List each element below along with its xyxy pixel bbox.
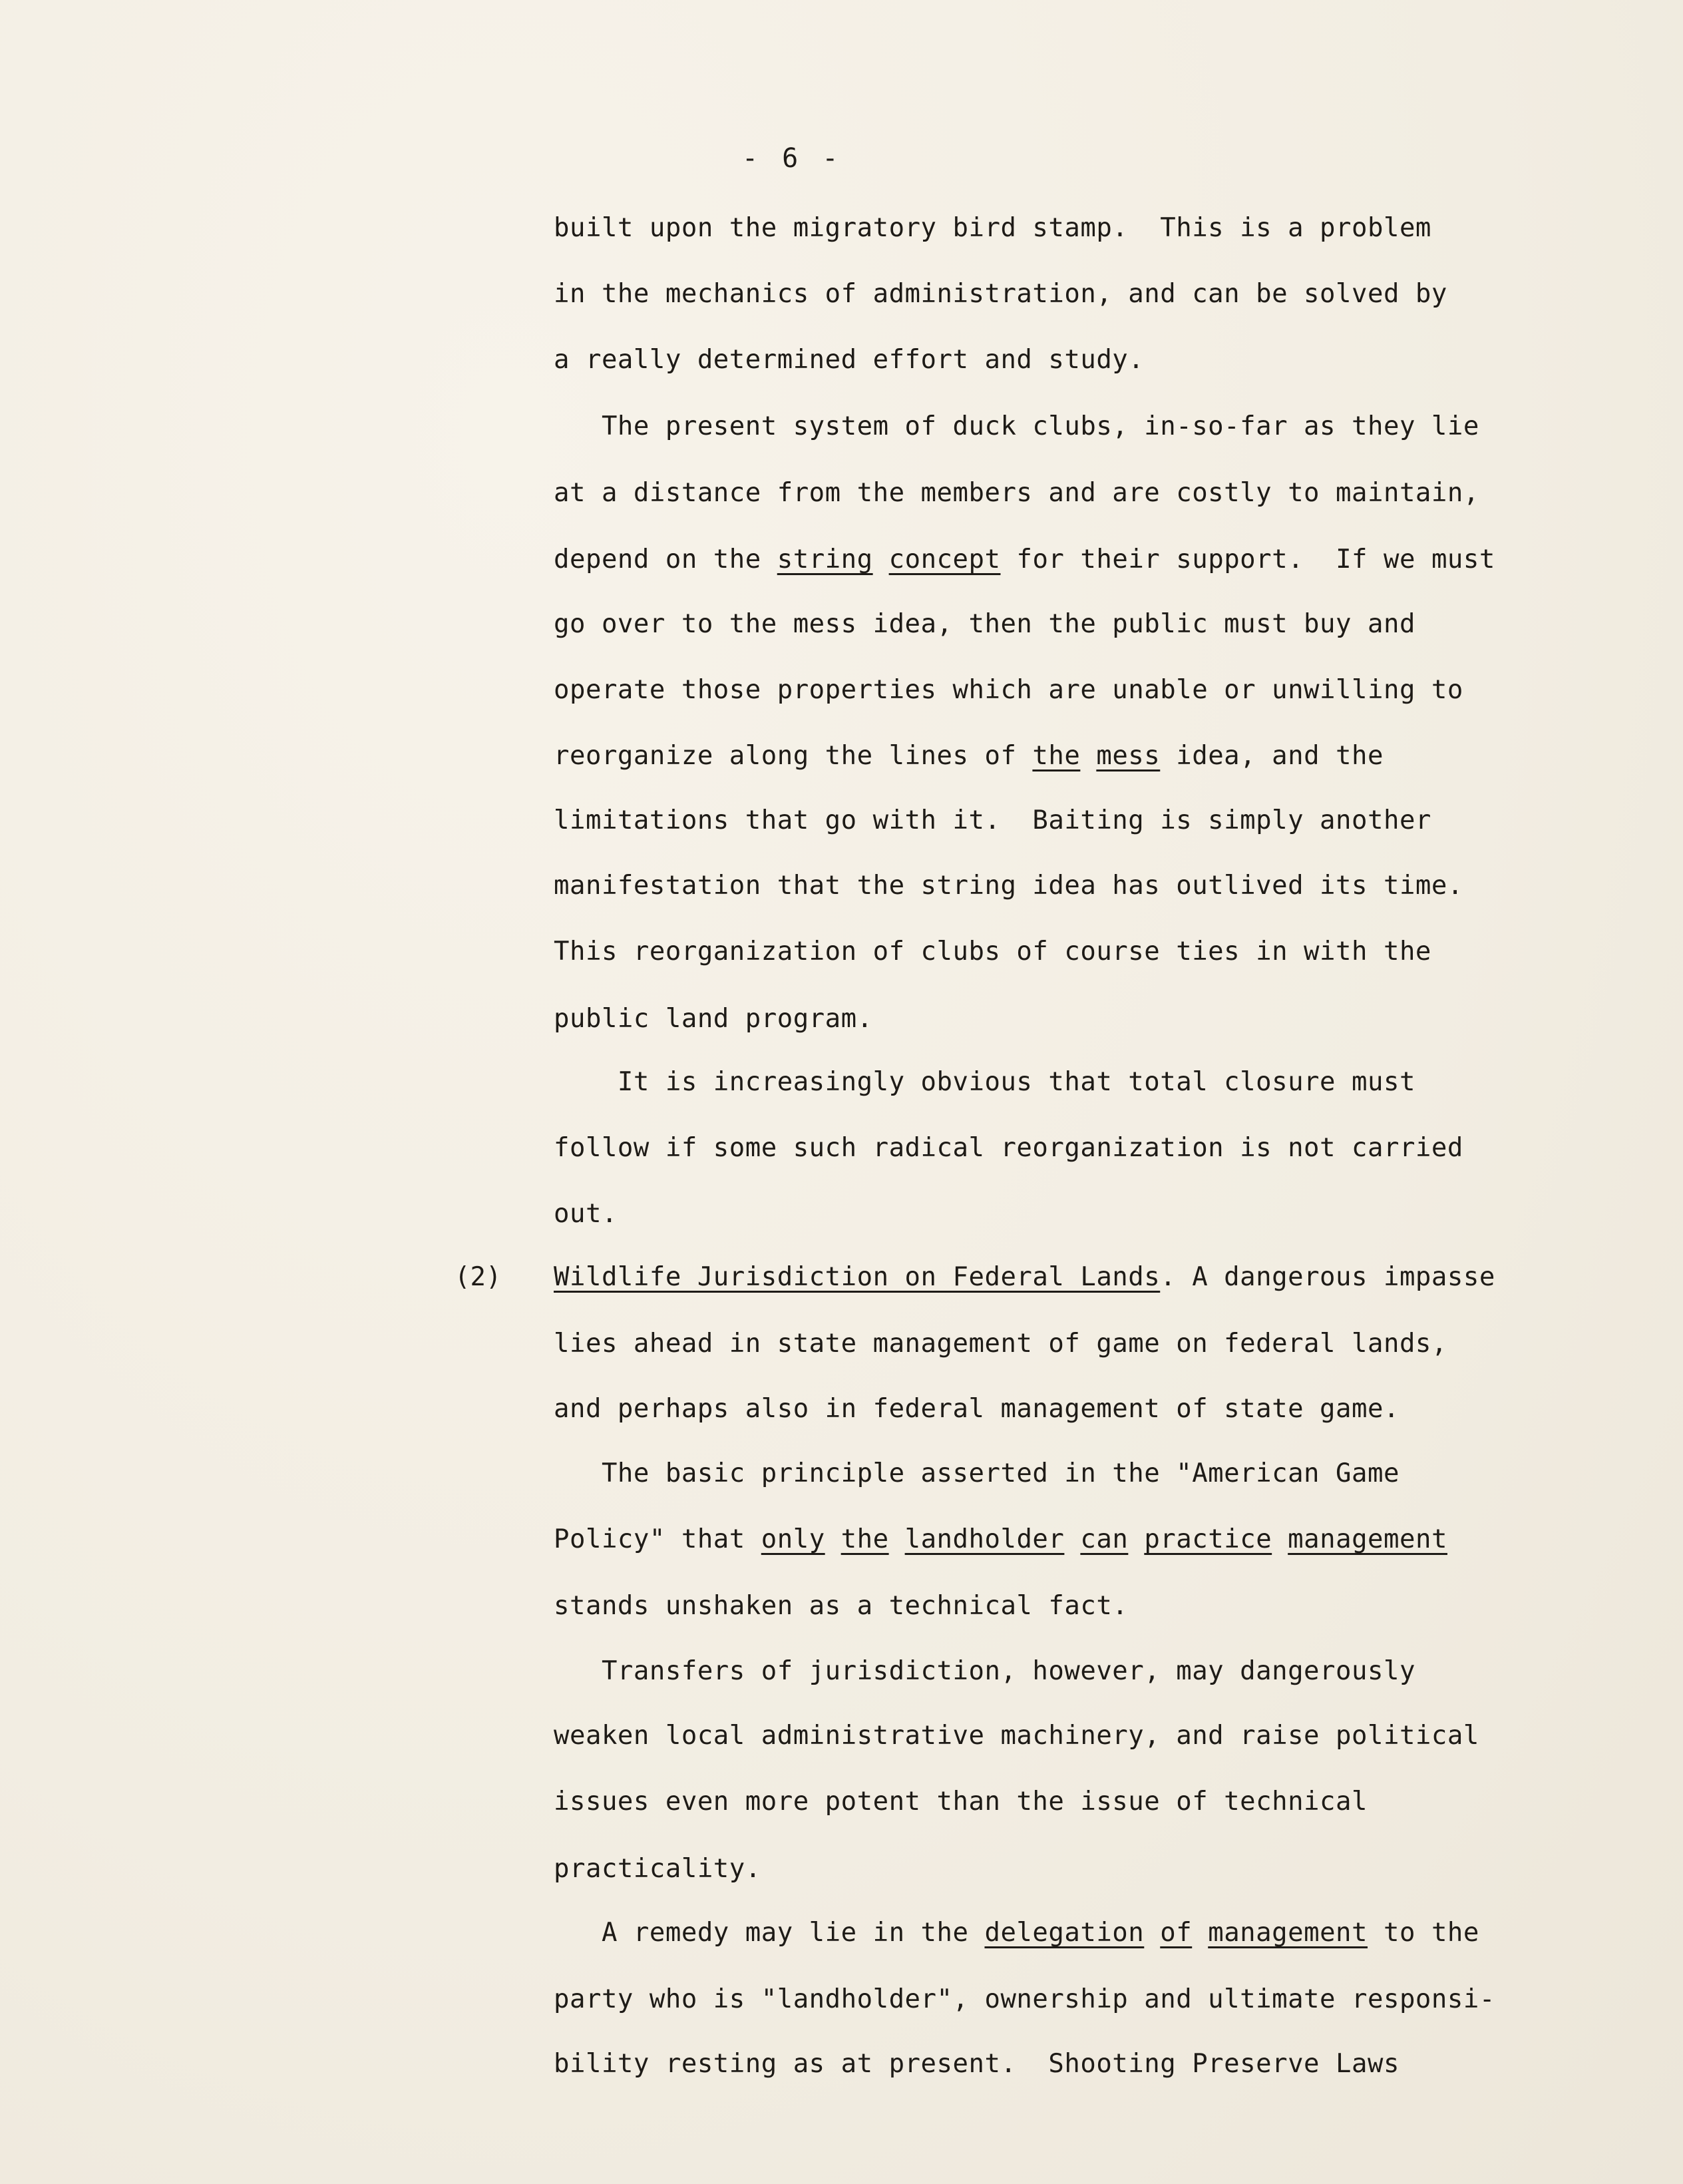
text-line xyxy=(554,1785,1368,1819)
text-segment: a really determined effort and study. xyxy=(554,345,1145,375)
text-segment: follow if some such radical reorganization is not carried xyxy=(554,1133,1463,1163)
underlined-text: landholder xyxy=(904,1524,1065,1554)
text-segment xyxy=(1192,1918,1208,1948)
text-line xyxy=(554,1002,873,1036)
text-line xyxy=(554,1198,618,1231)
text-segment xyxy=(1272,1524,1288,1554)
text-segment: A remedy may lie in the xyxy=(554,1918,985,1948)
text-segment: It is increasingly obvious that total closure must xyxy=(554,1067,1415,1097)
text-segment: idea, and the xyxy=(1160,741,1384,771)
text-line xyxy=(554,1853,761,1886)
text-segment: in the mechanics of administration, and can be solved by xyxy=(554,279,1447,309)
text-segment: The present system of duck clubs, in-so-far as they lie xyxy=(554,411,1479,441)
text-line xyxy=(554,1327,1447,1361)
text-segment: . A dangerous impasse xyxy=(1160,1262,1495,1292)
text-line xyxy=(554,1916,1479,1950)
underlined-text: concept xyxy=(888,545,1001,574)
text-segment: party who is "landholder", ownership and ultimate responsi- xyxy=(554,1984,1495,2014)
text-segment: manifestation that the string idea has outlived its time. xyxy=(554,871,1463,901)
text-segment: and perhaps also in federal management of state game. xyxy=(554,1394,1400,1424)
text-segment: Policy" that xyxy=(554,1524,761,1554)
text-line xyxy=(554,543,1495,576)
underlined-text: delegation xyxy=(984,1918,1145,1948)
text-line xyxy=(554,1523,1447,1556)
text-line xyxy=(554,477,1479,510)
text-line xyxy=(554,1132,1463,1165)
text-segment: built upon the migratory bird stamp. This is a problem xyxy=(554,213,1431,243)
text-segment: for their support. If we must xyxy=(1000,545,1495,574)
underlined-text: only xyxy=(761,1524,825,1554)
text-line xyxy=(554,212,1431,245)
underlined-text: management xyxy=(1208,1918,1368,1948)
text-segment: go over to the mess idea, then the public must buy and xyxy=(554,609,1415,639)
underlined-text: management xyxy=(1288,1524,1447,1554)
text-segment xyxy=(1080,741,1096,771)
text-line xyxy=(554,1655,1415,1688)
page-number: - 6 - xyxy=(742,143,842,174)
underlined-text: mess xyxy=(1096,741,1161,771)
text-line xyxy=(554,674,1463,707)
text-segment: practicality. xyxy=(554,1854,761,1884)
text-line xyxy=(554,1261,1495,1294)
text-segment: This reorganization of clubs of course ties in with the xyxy=(554,937,1431,967)
text-segment xyxy=(825,1524,841,1554)
text-line xyxy=(554,740,1384,773)
text-line xyxy=(554,869,1463,903)
text-segment xyxy=(889,1524,905,1554)
text-segment: stands unshaken as a technical fact. xyxy=(554,1591,1129,1621)
text-line xyxy=(554,1457,1400,1490)
underlined-text: string xyxy=(777,545,873,574)
text-line xyxy=(554,804,1431,837)
text-line xyxy=(554,343,1144,377)
section-marker: (2) xyxy=(455,1262,502,1292)
text-segment: Transfers of jurisdiction, however, may dangerously xyxy=(554,1656,1415,1686)
text-segment: lies ahead in state management of game on federal lands, xyxy=(554,1329,1447,1359)
text-line xyxy=(554,278,1447,311)
underlined-text: the xyxy=(1032,741,1081,771)
text-line xyxy=(554,608,1415,641)
text-segment xyxy=(1064,1524,1080,1554)
text-line xyxy=(554,1983,1495,2016)
text-line xyxy=(554,1719,1479,1753)
text-segment: weaken local administrative machinery, and raise political xyxy=(554,1721,1479,1751)
text-segment: to the xyxy=(1368,1918,1479,1948)
underlined-text: the xyxy=(841,1524,889,1554)
underlined-text: of xyxy=(1160,1918,1193,1948)
text-segment xyxy=(1128,1524,1144,1554)
underlined-text: practice xyxy=(1144,1524,1272,1554)
text-line xyxy=(554,410,1479,443)
text-line xyxy=(554,1590,1128,1623)
text-line xyxy=(554,2048,1400,2081)
text-segment: The basic principle asserted in the "American Game xyxy=(554,1458,1400,1488)
text-line xyxy=(554,935,1431,969)
text-segment: operate those properties which are unable or unwilling to xyxy=(554,675,1463,705)
text-segment: limitations that go with it. Baiting is simply another xyxy=(554,805,1431,835)
text-segment: out. xyxy=(554,1199,618,1229)
text-segment xyxy=(1144,1918,1160,1948)
text-segment: bility resting as at present. Shooting Preserve Laws xyxy=(554,2049,1400,2079)
text-segment: issues even more potent than the issue of technical xyxy=(554,1787,1368,1817)
text-segment: depend on the xyxy=(554,545,777,574)
text-segment xyxy=(873,545,889,574)
text-line xyxy=(554,1393,1400,1426)
text-segment: at a distance from the members and are costly to maintain, xyxy=(554,478,1479,508)
underlined-text: Wildlife Jurisdiction on Federal Lands xyxy=(554,1262,1161,1292)
underlined-text: can xyxy=(1080,1524,1129,1554)
text-segment: reorganize along the lines of xyxy=(554,741,1033,771)
text-line xyxy=(554,1066,1415,1099)
text-segment: public land program. xyxy=(554,1004,873,1034)
